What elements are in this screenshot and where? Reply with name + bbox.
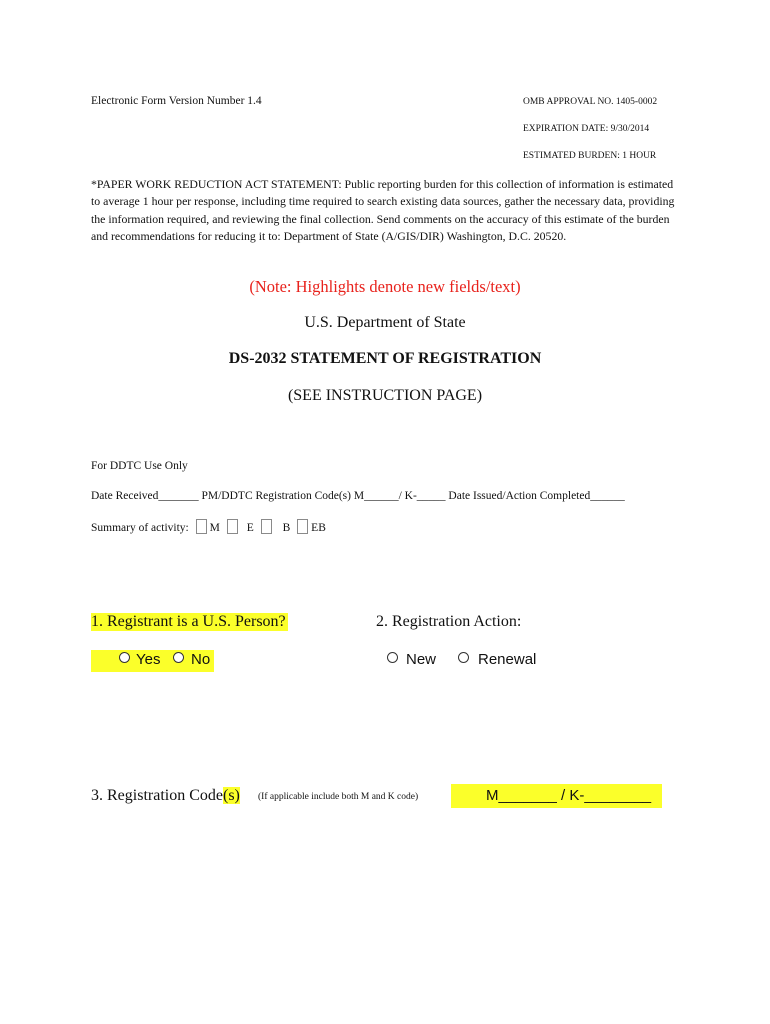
form-version: Electronic Form Version Number 1.4 [91,95,262,107]
q3-hint: (If applicable include both M and K code) [258,792,419,802]
q2-options [376,650,556,672]
q2-label: 2. Registration Action: [376,613,522,630]
registration-code-value: M_______ / K-________ [486,787,652,804]
omb-approval: OMB APPROVAL NO. 1405-0002 [523,97,658,107]
q2-renewal-radio[interactable] [458,652,469,663]
option-e-label: E [246,522,254,534]
option-b-label: B [282,522,291,534]
department-name: U.S. Department of State [304,314,466,331]
q3-label-plural: (s) [222,787,240,804]
q1-label: 1. Registrant is a U.S. Person? [91,613,286,630]
checkbox-e[interactable] [227,519,238,534]
q1-options [91,650,214,672]
summary-label: Summary of activity: [91,522,189,534]
q2-new-label: New [406,651,437,668]
q2-new-radio[interactable] [387,652,398,663]
q1-yes-label: Yes [136,651,161,668]
checkbox-b[interactable] [261,519,272,534]
q2-renewal-label: Renewal [478,651,537,668]
q3-label [91,787,240,805]
ddtc-date-line: Date Received_______ PM/DDTC Registration Code(s) M______/ K-_____ Date Issued/Action Completed______ [91,490,625,502]
q1-yes-radio[interactable] [119,652,130,663]
estimated-burden: ESTIMATED BURDEN: 1 HOUR [523,151,657,161]
form-title: DS-2032 STATEMENT OF REGISTRATION [228,350,542,367]
q3-label-main: 3. Registration Code [91,787,223,804]
ddtc-use-label: For DDTC Use Only [91,460,188,472]
q1-no-label: No [191,651,211,668]
highlight-note: (Note: Highlights denote new fields/text) [249,277,521,296]
instruction-note: (SEE INSTRUCTION PAGE) [287,387,483,404]
q1-no-radio[interactable] [173,652,184,663]
summary-of-activity [91,519,326,534]
registration-code-field[interactable] [451,784,662,808]
option-m-label: M [209,522,220,534]
paperwork-statement: *PAPER WORK REDUCTION ACT STATEMENT: Public reporting burden for this collection of information is estimated to average 1 hour per response, including time required to search existing data sources, gather the necessary data, providing the information required, and reviewing the final collection. Send comments on the accuracy of this estimate of the burden and recommendations for reducing it to: Department of State (A/GIS/DIR) Washington, D.C. 20520. [91,177,675,244]
checkbox-m[interactable] [196,519,207,534]
option-eb-label: EB [311,522,326,534]
checkbox-eb[interactable] [297,519,308,534]
expiration-date: EXPIRATION DATE: 9/30/2014 [523,124,650,134]
